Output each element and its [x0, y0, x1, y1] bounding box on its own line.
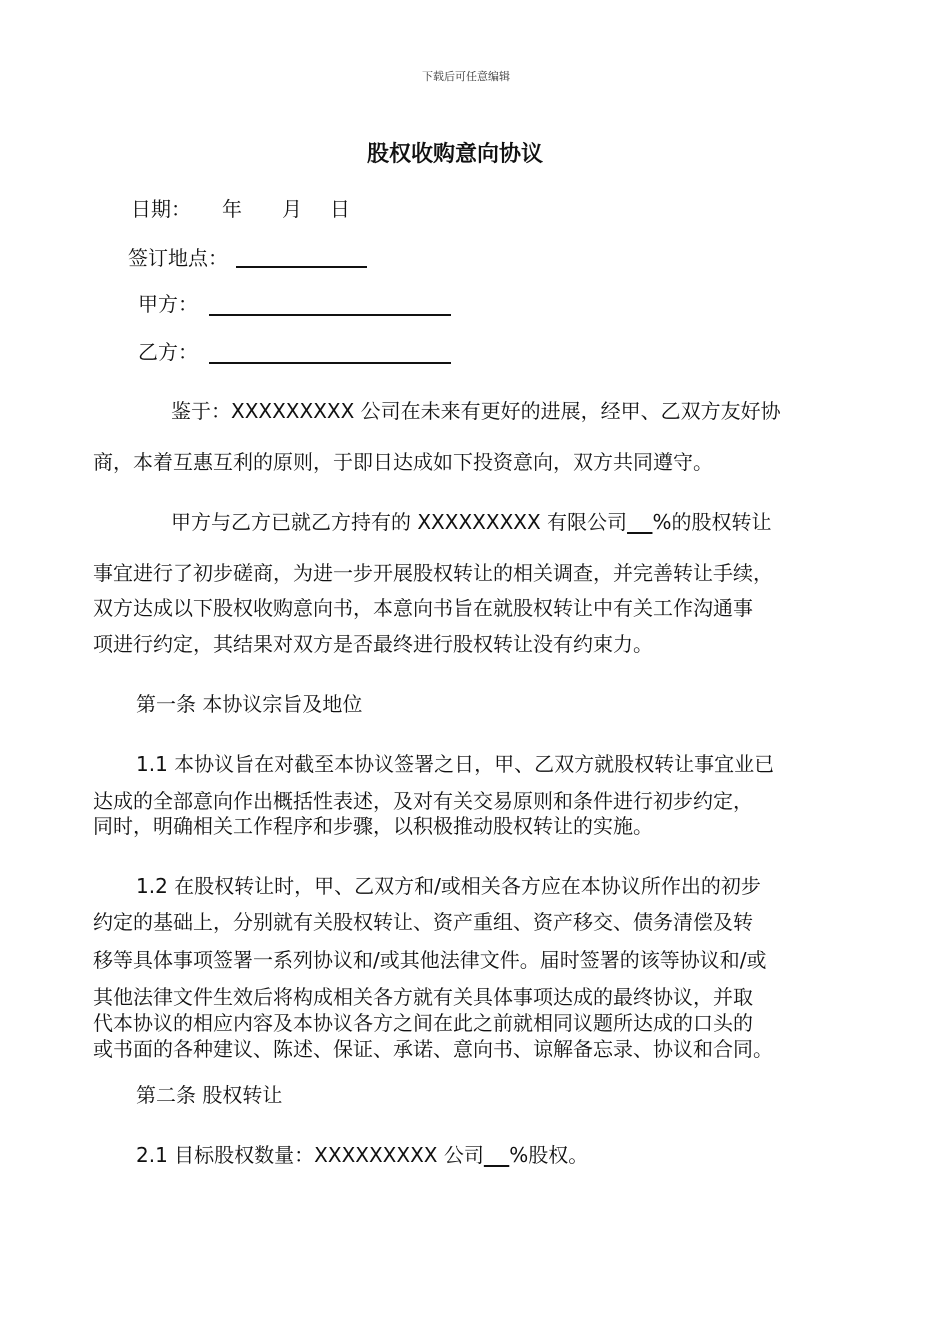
header-note: 下载后可任意编辑 — [422, 70, 510, 83]
document-title: 股权收购意向协议 — [367, 142, 544, 167]
date-day: 日 — [330, 197, 350, 221]
intro-line-3: 双方达成以下股权收购意向书，本意向书旨在就股权转让中有关工作沟通事 — [93, 596, 753, 620]
clause-1-1-line-1: 1.1 本协议旨在对截至本协议签署之日，甲、乙双方就股权转让事宜业已 — [136, 752, 775, 776]
clause-2-1-text-a: 2.1 目标股权数量：XXXXXXXXX 公司 — [136, 1143, 484, 1167]
clause-1-2-line-2: 约定的基础上，分别就有关股权转让、资产重组、资产移交、债务清偿及转 — [93, 910, 753, 934]
party-b-label: 乙方： — [138, 340, 198, 364]
clause-1-1-line-3: 同时，明确相关工作程序和步骤，以积极推动股权转让的实施。 — [93, 814, 653, 838]
clause-2-1-percent-blank — [484, 1143, 509, 1167]
clause-1-2-line-4: 其他法律文件生效后将构成相关各方就有关具体事项达成的最终协议，并取 — [93, 985, 753, 1009]
place-blank-line — [236, 248, 367, 268]
date-label: 日期： — [131, 197, 191, 221]
clause-1-2-line-5: 代本协议的相应内容及本协议各方之间在此之前就相同议题所达成的口头的 — [93, 1011, 753, 1035]
party-b-blank-line — [209, 344, 451, 364]
date-year: 年 — [222, 197, 242, 221]
intro-line-1 — [171, 512, 771, 532]
recital-line-1: 鉴于：XXXXXXXXX 公司在未来有更好的进展，经甲、乙双方友好协 — [171, 399, 781, 423]
clause-1-1-line-2: 达成的全部意向作出概括性表述，及对有关交易原则和条件进行初步约定， — [93, 789, 753, 813]
clause-1-2-line-3: 移等具体事项签署一系列协议和/或其他法律文件。届时签署的该等协议和/或 — [93, 948, 767, 972]
recital-line-2: 商，本着互惠互利的原则，于即日达成如下投资意向，双方共同遵守。 — [93, 450, 713, 474]
intro-line-2: 事宜进行了初步磋商，为进一步开展股权转让的相关调查，并完善转让手续， — [93, 561, 773, 585]
clause-1-2-line-1: 1.2 在股权转让时，甲、乙双方和/或相关各方应在本协议所作出的初步 — [136, 874, 761, 898]
clause-2-1-text-b: %股权。 — [509, 1143, 589, 1167]
article-1-heading: 第一条 本协议宗旨及地位 — [136, 692, 363, 716]
place-label: 签订地点： — [128, 246, 228, 270]
date-month: 月 — [282, 197, 302, 221]
intro-line-4: 项进行约定，其结果对双方是否最终进行股权转让没有约束力。 — [93, 632, 653, 656]
article-2-heading: 第二条 股权转让 — [136, 1083, 283, 1107]
intro-line-1-text-a: 甲方与乙方已就乙方持有的 XXXXXXXXX 有限公司 — [171, 510, 628, 534]
percent-blank — [627, 510, 652, 534]
clause-2-1 — [136, 1145, 588, 1165]
party-a-label: 甲方： — [138, 292, 198, 316]
intro-line-1-text-b: %的股权转让 — [652, 510, 772, 534]
party-a-blank-line — [209, 296, 451, 316]
clause-1-2-line-6: 或书面的各种建议、陈述、保证、承诺、意向书、谅解备忘录、协议和合同。 — [93, 1037, 773, 1061]
